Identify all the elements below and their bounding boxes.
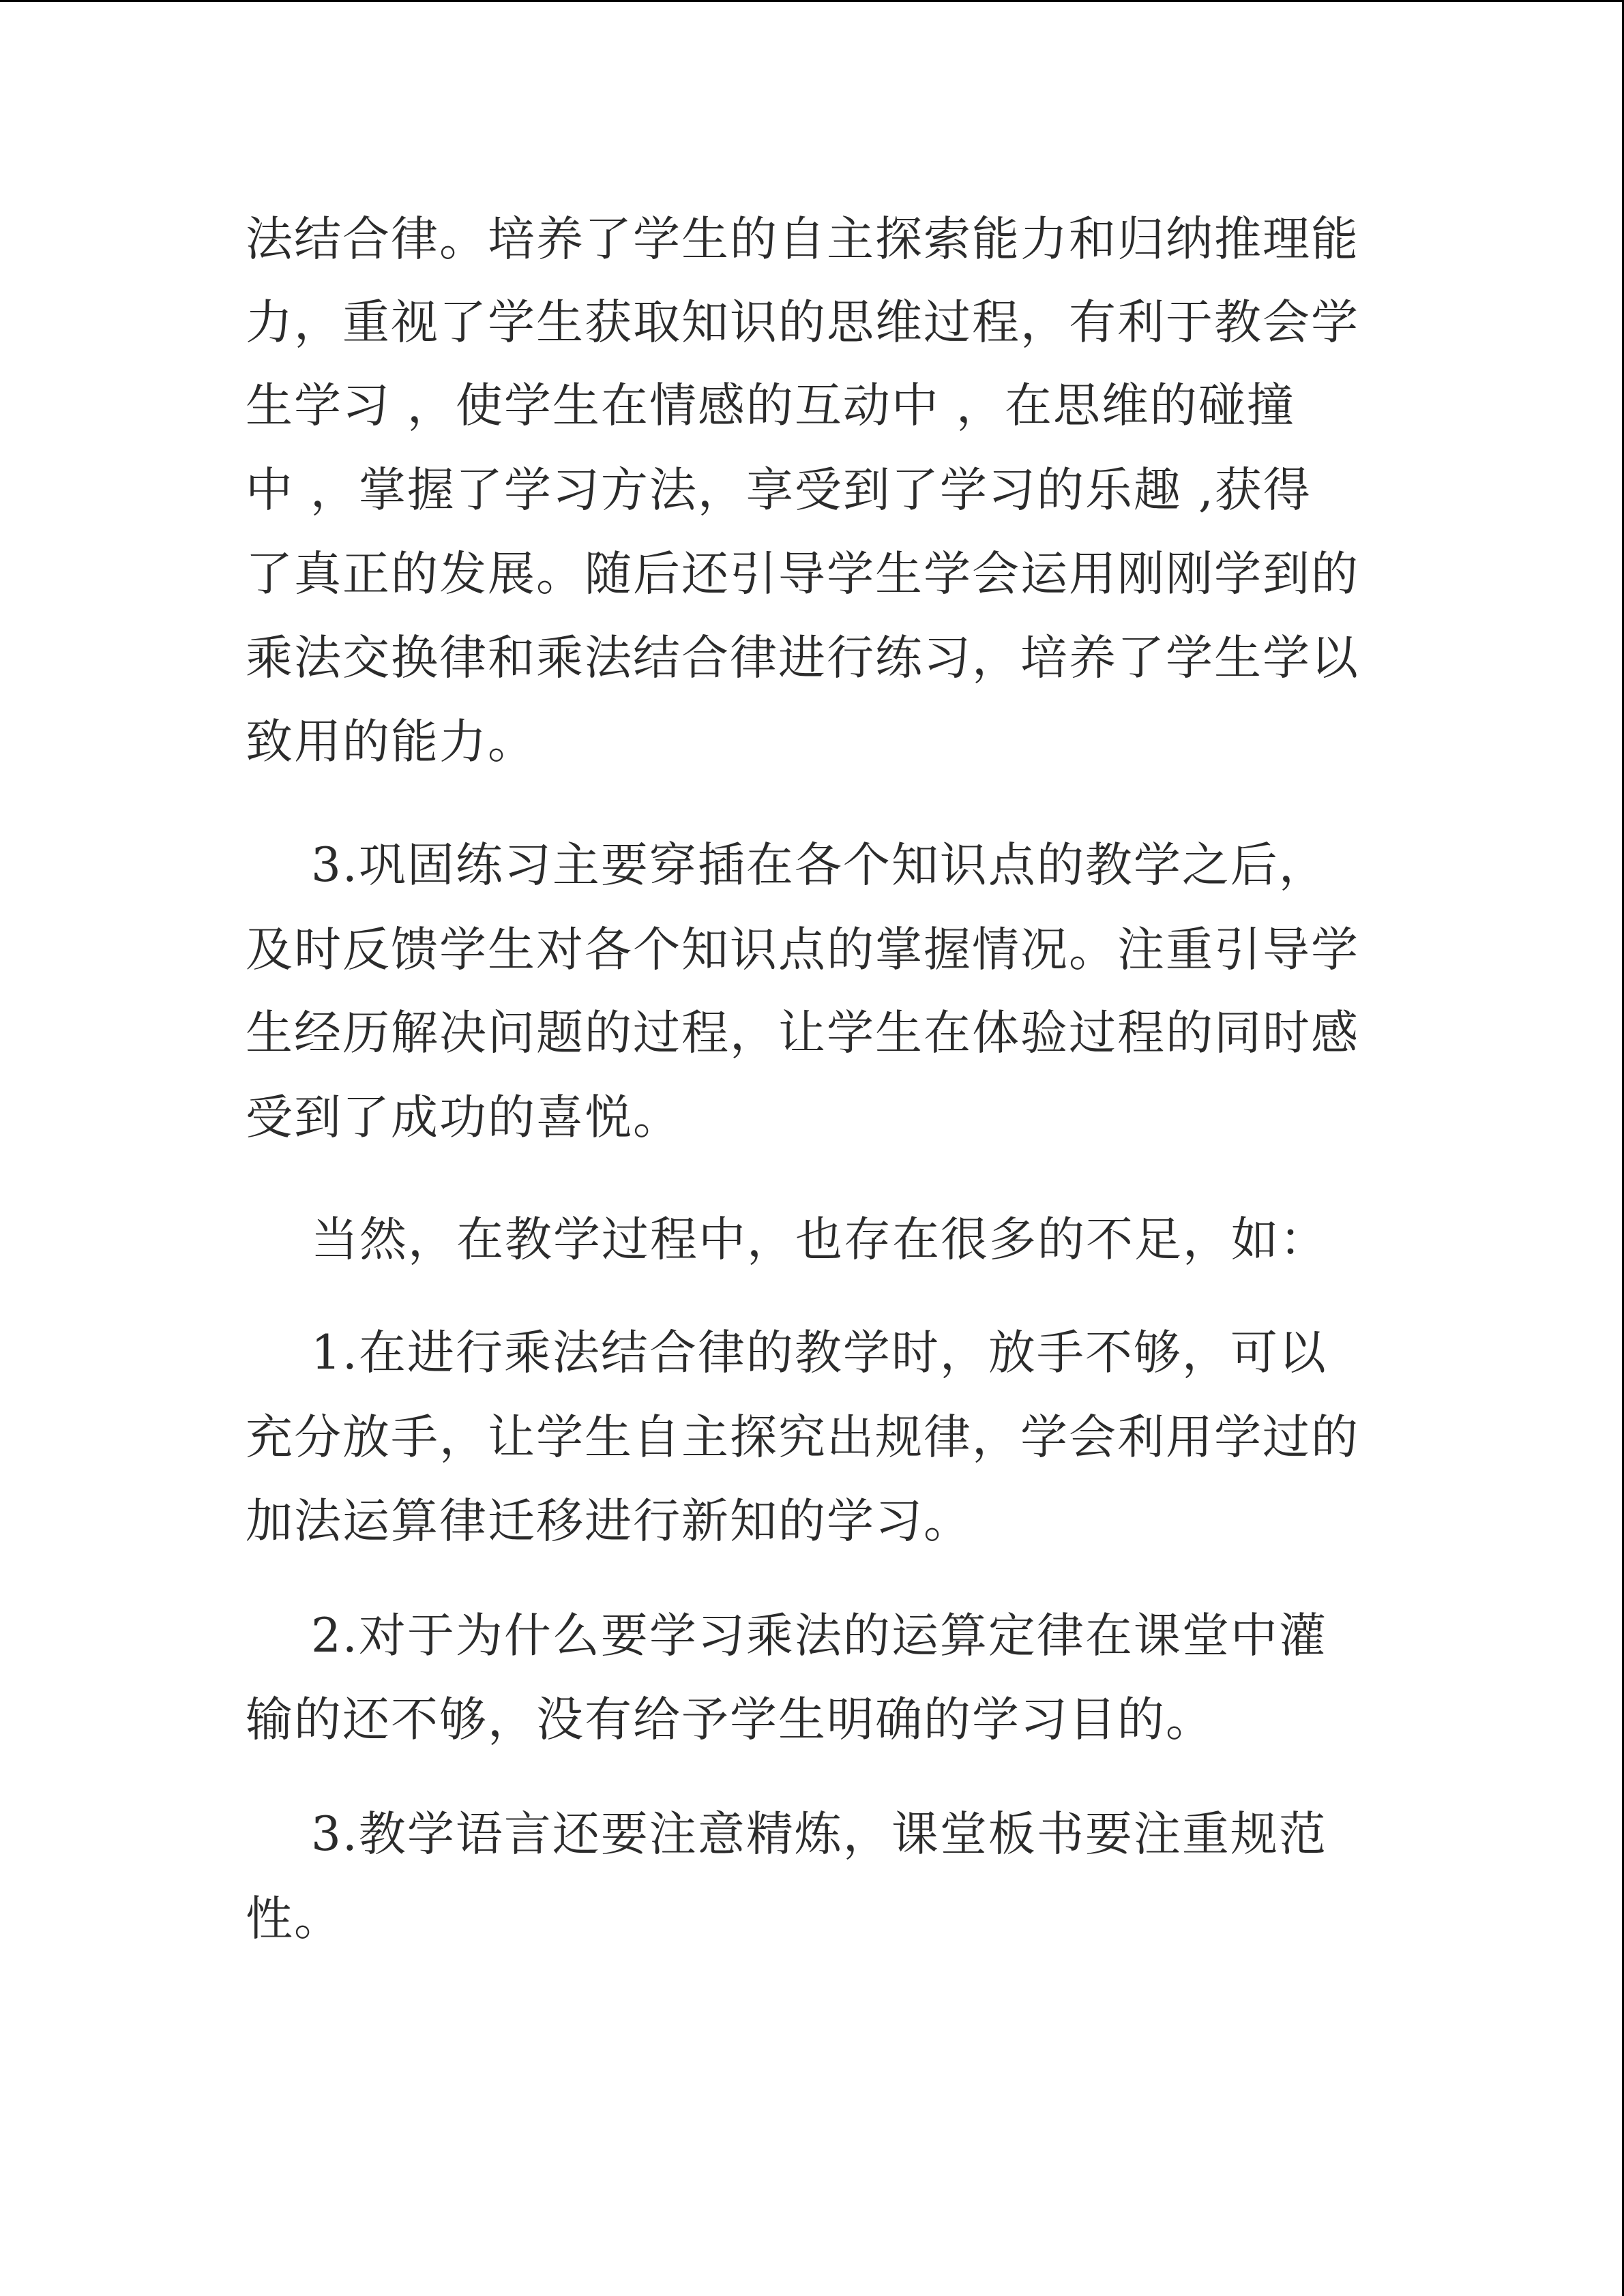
text-line: 3.巩固练习主要穿插在各个知识点的教学之后，: [311, 838, 1327, 893]
text-line: 受到了成功的喜悦。: [246, 1090, 681, 1145]
text-line: 输的还不够，没有给予学生明确的学习目的。: [246, 1693, 1214, 1747]
text-line: 1.在进行乘法结合律的教学时，放手不够，可以: [311, 1326, 1327, 1380]
text-line: 生学习 ，使学生在情感的互动中 ，在思维的碰撞: [246, 378, 1295, 433]
text-line: 2.对于为什么要学习乘法的运算定律在课堂中灌: [311, 1609, 1327, 1663]
text-line: 当然，在教学过程中，也存在很多的不足，如：: [311, 1212, 1328, 1267]
text-line: 及时反馈学生对各个知识点的掌握情况。注重引导学: [246, 923, 1359, 977]
page-top-border: [0, 0, 1624, 2]
text-line: 充分放手，让学生自主探究出规律，学会利用学过的: [246, 1410, 1359, 1465]
text-line: 力，重视了学生获取知识的思维过程，有利于教会学: [246, 295, 1359, 350]
text-line: 乘法交换律和乘法结合律进行练习，培养了学生学以: [246, 631, 1359, 685]
text-line: 生经历解决问题的过程，让学生在体验过程的同时感: [246, 1006, 1359, 1060]
text-line: 法结合律。培养了学生的自主探索能力和归纳推理能: [246, 212, 1359, 267]
text-line: 3.教学语言还要注意精炼，课堂板书要注重规范: [311, 1807, 1327, 1862]
text-line: 加法运算律迁移进行新知的学习。: [246, 1494, 972, 1549]
text-line: 致用的能力。: [246, 715, 536, 769]
text-line: 性。: [246, 1892, 342, 1946]
text-line: 中 ，掌握了学习方法，享受到了学习的乐趣 ,获得: [246, 463, 1312, 518]
text-line: 了真正的发展。随后还引导学生学会运用刚刚学到的: [246, 547, 1359, 601]
